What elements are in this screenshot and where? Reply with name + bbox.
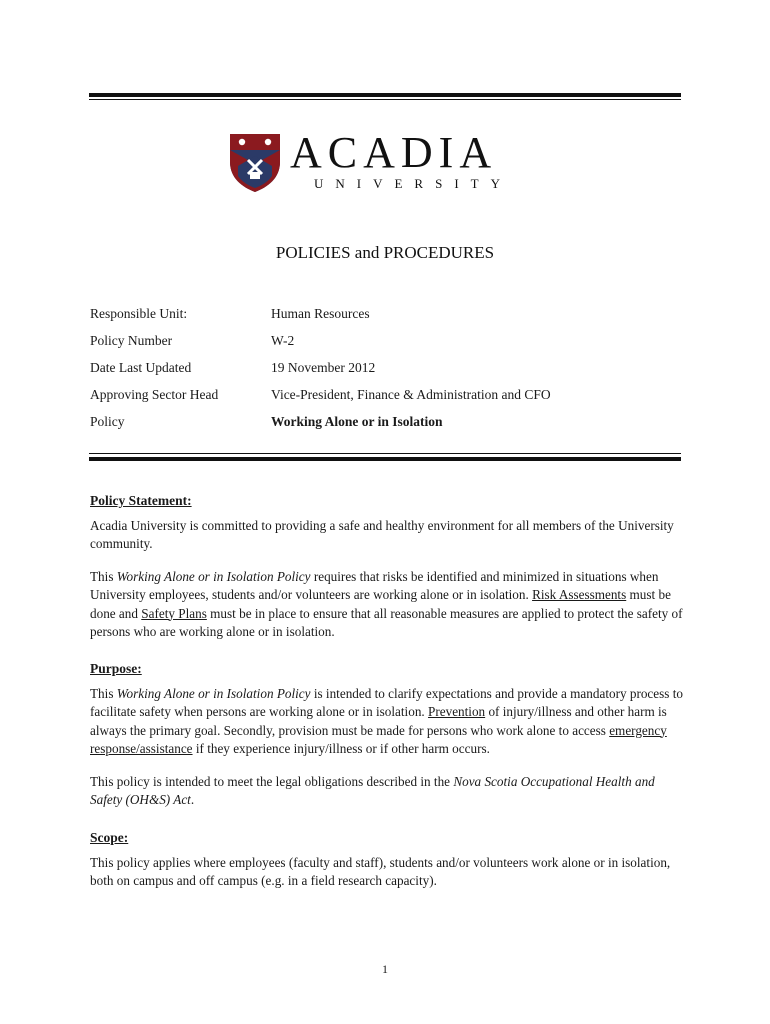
section-rule (89, 457, 681, 461)
policy-name-value: Working Alone or in Isolation (271, 414, 443, 429)
top-rule (89, 93, 681, 97)
safety-plans-term: Safety Plans (141, 605, 207, 621)
policy-title-italic: Working Alone or in Isolation Policy (116, 568, 311, 584)
paragraph: This policy applies where employees (faculty and staff), students and/or volunteers work alone or in isolation, both on campus and off campus (e.g. in a field research capacity). (90, 854, 671, 888)
scope-section (90, 829, 690, 905)
meta-row (90, 414, 690, 441)
logo-subtitle: UNIVERSITY (314, 176, 512, 191)
policy-statement-section (90, 492, 690, 656)
scope-heading: Scope: (90, 830, 129, 845)
meta-label: Responsible Unit: (90, 306, 188, 321)
paragraph: This policy is intended to meet the legal obligations described in the Nova Scotia Occupational Health and Safety (OH&S) Act. (90, 773, 655, 807)
meta-label: Policy (90, 414, 125, 429)
meta-label: Approving Sector Head (90, 387, 219, 402)
meta-value: W-2 (271, 333, 295, 348)
policy-title-italic: Working Alone or in Isolation Policy (116, 685, 311, 701)
meta-row (90, 333, 690, 360)
risk-assessments-term: Risk Assessments (532, 587, 627, 602)
meta-value: Human Resources (271, 306, 370, 321)
logo-wordmark: ACADIA (290, 128, 498, 177)
policy-statement-heading: Policy Statement: (90, 493, 192, 508)
meta-label: Date Last Updated (90, 360, 192, 375)
meta-row (90, 387, 690, 414)
document-title: POLICIES and PROCEDURES (275, 243, 495, 262)
meta-value: Vice-President, Finance & Administration and CFO (271, 387, 551, 402)
purpose-heading: Purpose: (90, 661, 142, 676)
meta-label: Policy Number (90, 333, 173, 348)
acadia-logo (228, 128, 548, 194)
shield-crest-icon (228, 132, 282, 194)
paragraph: This Working Alone or in Isolation Policy requires that risks be identified and minimized in situations when University employees, students and/or volunteers are working alone or in isolation. Risk Assessments must be done and Safety Plans must be in place to ensure that all reasonable measures are applied to protect the safety of persons who are working alone or in isolation. (90, 568, 683, 639)
policy-metadata-table (90, 306, 690, 441)
prevention-term: Prevention (428, 704, 486, 719)
meta-value: 19 November 2012 (271, 360, 376, 375)
meta-row (90, 306, 690, 333)
purpose-section (90, 660, 690, 824)
emergency-response-term: emergency response/assistance (90, 722, 667, 756)
paragraph: This Working Alone or in Isolation Policy is intended to clarify expectations and provide a mandatory process to facilitate safety when persons are working alone or in isolation. Prevention of injury/illness and other harm is always the primary goal. Secondly, provision must be made for persons who work alone to access emergency response/assistance if they experience injury/illness or if other harm occurs. (90, 685, 683, 756)
paragraph: Acadia University is committed to providing a safe and healthy environment for all members of the University community. (90, 517, 674, 551)
meta-row (90, 360, 690, 387)
act-title-italic: Nova Scotia Occupational Health and Safety (OH&S) Act (90, 773, 655, 807)
page-number: 1 (382, 962, 388, 976)
